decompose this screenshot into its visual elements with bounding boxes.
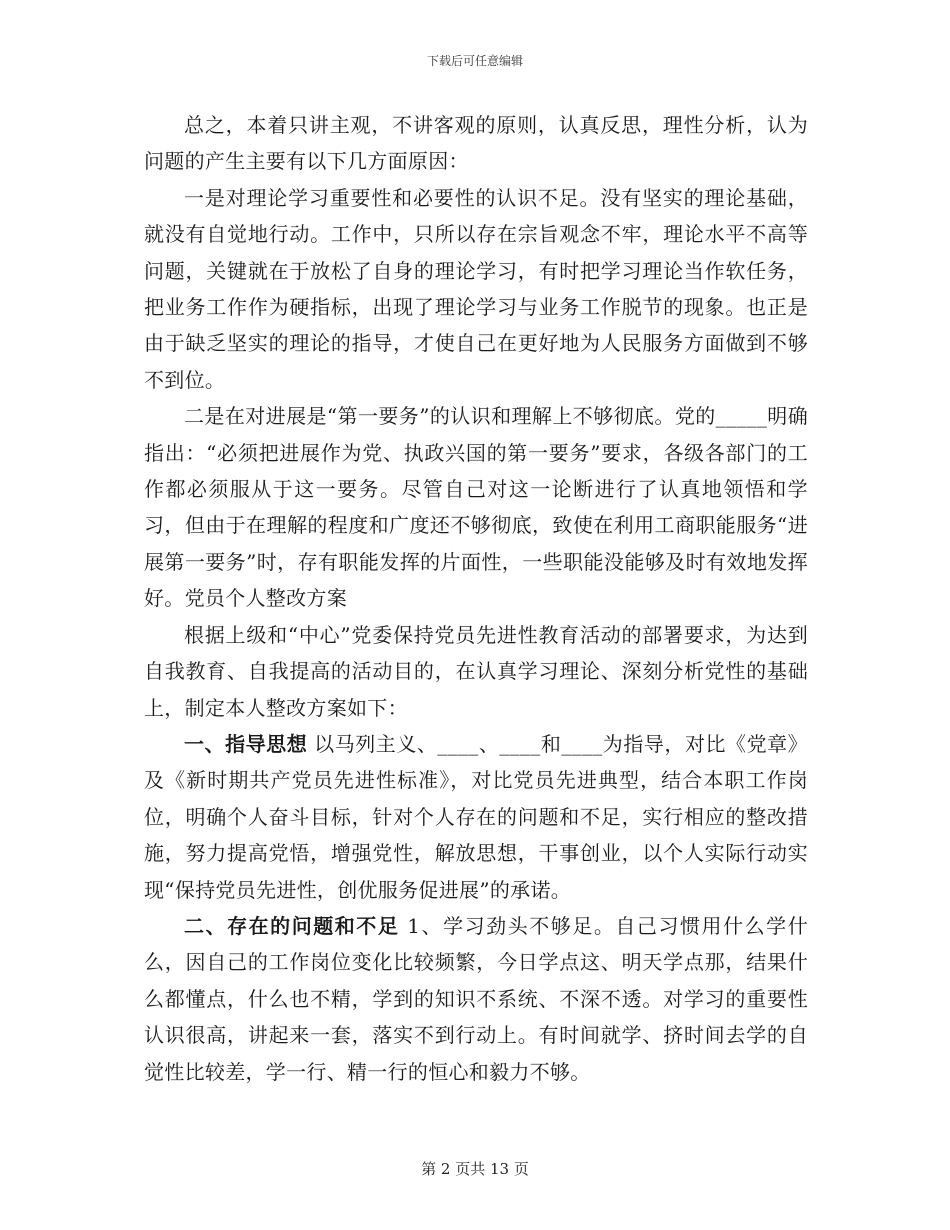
paragraph-reason-one — [144, 180, 808, 398]
paragraph-reason-two — [144, 398, 808, 616]
section-heading: 二、存在的问题和不足 — [184, 913, 400, 938]
paragraph-text: 总之，本着只讲主观，不讲客观的原则，认真反思，理性分析，认为问题的产生主要有以下几方面原因： — [144, 113, 808, 174]
paragraph-text: 二是在对进展是“第一要务”的认识和理解上不够彻底。党的_____明确指出：“必须把进展作为党、执政兴国的第一要务”要求，各级各部门的工作都必须服从于这一要务。尽管自己对这一论断进行了认真地领悟和学习，但由于在理解的程度和广度还不够彻底，致使在利用工商职能服务“进展第一要务”时，存有职能发挥的片面性，一些职能没能够及时有效地发挥好。党员个人整改方案 — [144, 404, 808, 611]
paragraph-conclusion — [144, 107, 808, 180]
page-number: 第 2 页共 13 页 — [421, 1160, 529, 1178]
paragraph-guiding-thought — [144, 726, 808, 908]
paragraph-text: 根据上级和“中心”党委保持党员先进性教育活动的部署要求，为达到自我教育、自我提高的活动目的，在认真学习理论、深刻分析党性的基础上，制定本人整改方案如下： — [144, 622, 808, 720]
section-heading: 一、指导思想 — [184, 731, 308, 756]
page-header: 下载后可任意编辑 — [426, 54, 523, 68]
paragraph-text: 一是对理论学习重要性和必要性的认识不足。没有坚实的理论基础，就没有自觉地行动。工作中，只所以存在宗旨观念不牢，理论水平不高等问题，关键就在于放松了自身的理论学习，有时把学习理论当作软任务，把业务工作作为硬指标，出现了理论学习与业务工作脱节的现象。也正是由于缺乏坚实的理论的指导，才使自己在更好地为人民服务方面做到不够不到位。 — [144, 185, 808, 392]
paragraph-text: 以马列主义、____、____和____为指导，对比《党章》及《新时期共产党员先进性标准》，对比党员先进典型，结合本职工作岗位，明确个人奋斗目标，针对个人存在的问题和不足，实行相应的整改措施，努力提高党悟，增强党性，解放思想，干事创业，以个人实际行动实现“保持党员先进性，创优服务促进展”的承诺。 — [144, 731, 808, 902]
paragraph-problems — [144, 908, 808, 1090]
paragraph-plan-intro — [144, 617, 808, 726]
paragraph-text: 1、学习劲头不够足。自己习惯用什么学什么，因自己的工作岗位变化比较频繁，今日学点这、明天学点那，结果什么都懂点，什么也不精，学到的知识不系统、不深不透。对学习的重要性认识很高，讲起来一套，落实不到行动上。有时间就学、挤时间去学的自觉性比较差，学一行、精一行的恒心和毅力不够。 — [144, 913, 808, 1084]
document-body — [144, 107, 808, 1090]
